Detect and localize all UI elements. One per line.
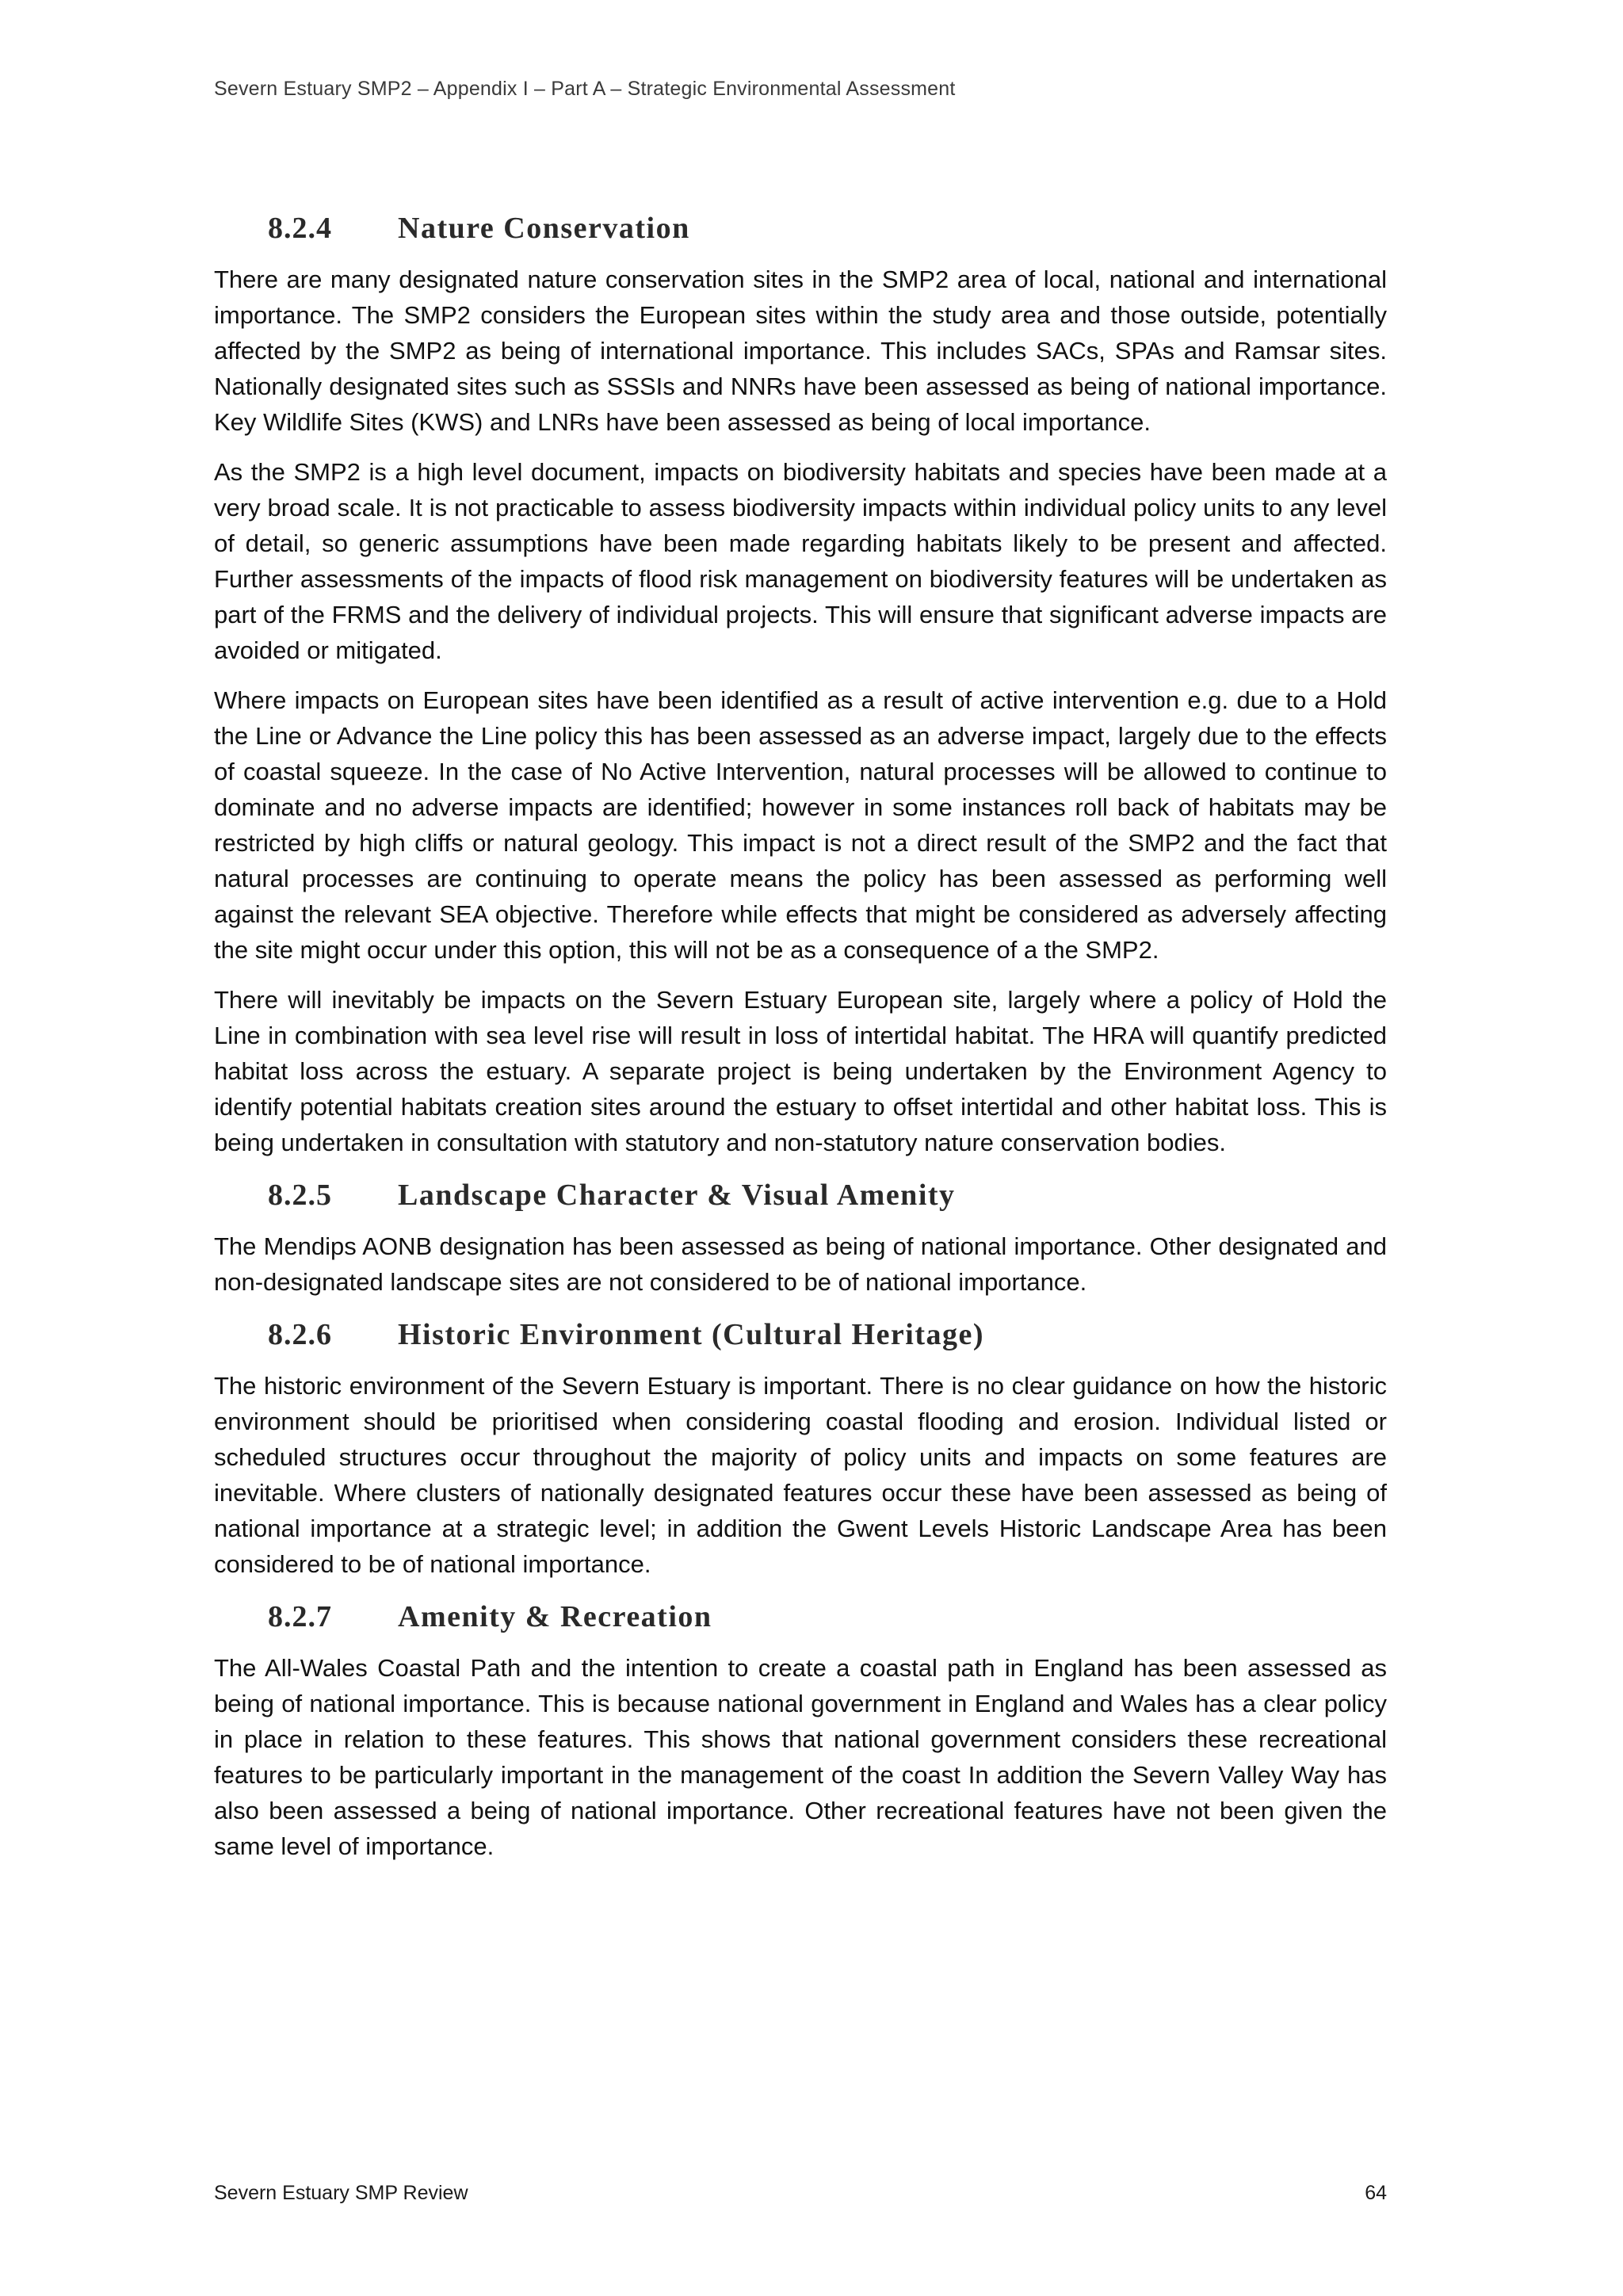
paragraph: The All-Wales Coastal Path and the intention to create a coastal path in England has been assessed as being of national importance. This is because national government in England and Wales has a clear policy in place in relation to these features. This shows that national government considers these recreational features to be particularly important in the management of the coast In addition the Severn Valley Way has also been assessed a being of national importance. Other recreational features have not been given the same level of importance. [214, 1654, 1387, 1860]
section-heading [214, 208, 1387, 249]
paragraph: The Mendips AONB designation has been assessed as being of national importance. Other designated and non-designated landscape sites are not considered to be of national importance. [214, 1232, 1387, 1296]
section-number: 8.2.4 [268, 212, 332, 245]
section-title: Landscape Character & Visual Amenity [398, 1179, 956, 1212]
running-header: Severn Estuary SMP2 – Appendix I – Part A – Strategic Environmental Assessment [214, 78, 956, 100]
document-body [214, 208, 1387, 1878]
paragraph: There are many designated nature conservation sites in the SMP2 area of local, national and international importance. The SMP2 considers the European sites within the study area and those outside, potentially affected by the SMP2 as being of international importance. This includes SACs, SPAs and Ramsar sites. Nationally designated sites such as SSSIs and NNRs have been assessed as being of national importance. Key Wildlife Sites (KWS) and LNRs have been assessed as being of local importance. [214, 266, 1387, 436]
section-number: 8.2.5 [268, 1179, 332, 1212]
running-footer [214, 2182, 1387, 2205]
section-heading [214, 1596, 1387, 1637]
section-heading [214, 1175, 1387, 1216]
section-historic-environment [214, 1314, 1387, 1582]
section-title: Nature Conservation [398, 212, 690, 245]
page-number: 64 [1365, 2182, 1387, 2204]
section-heading [214, 1314, 1387, 1355]
section-title: Historic Environment (Cultural Heritage) [398, 1318, 985, 1351]
section-number: 8.2.7 [268, 1600, 332, 1633]
paragraph: As the SMP2 is a high level document, impacts on biodiversity habitats and species have been made at a very broad scale. It is not practicable to assess biodiversity impacts within individual policy units to any level of detail, so generic assumptions have been made regarding habitats likely to be present and affected. Further assessments of the impacts of flood risk management on biodiversity features will be undertaken as part of the FRMS and the delivery of individual projects. This will ensure that significant adverse impacts are avoided or mitigated. [214, 458, 1387, 664]
footer-title: Severn Estuary SMP Review [214, 2182, 468, 2204]
section-landscape-character [214, 1175, 1387, 1300]
section-number: 8.2.6 [268, 1318, 332, 1351]
section-title: Amenity & Recreation [398, 1600, 712, 1633]
section-amenity-recreation [214, 1596, 1387, 1864]
paragraph: There will inevitably be impacts on the Severn Estuary European site, largely where a policy of Hold the Line in combination with sea level rise will result in loss of intertidal habitat. The HRA will quantify predicted habitat loss across the estuary. A separate project is being undertaken by the Environment Agency to identify potential habitats creation sites around the estuary to offset intertidal and other habitat loss. This is being undertaken in consultation with statutory and non-statutory nature conservation bodies. [214, 986, 1387, 1156]
paragraph: Where impacts on European sites have been identified as a result of active intervention e.g. due to a Hold the Line or Advance the Line policy this has been assessed as an adverse impact, largely due to the effects of coastal squeeze. In the case of No Active Intervention, natural processes will be allowed to continue to dominate and no adverse impacts are identified; however in some instances roll back of habitats may be restricted by high cliffs or natural geology. This impact is not a direct result of the SMP2 and the fact that natural processes are continuing to operate means the policy has been assessed as performing well against the relevant SEA objective. Therefore while effects that might be considered as adversely affecting the site might occur under this option, this will not be as a consequence of a the SMP2. [214, 686, 1387, 964]
paragraph: The historic environment of the Severn Estuary is important. There is no clear guidance on how the historic environment should be prioritised when considering coastal flooding and erosion. Individual listed or scheduled structures occur throughout the majority of policy units and impacts on some features are inevitable. Where clusters of nationally designated features occur these have been assessed as being of national importance at a strategic level; in addition the Gwent Levels Historic Landscape Area has been considered to be of national importance. [214, 1372, 1387, 1578]
section-nature-conservation [214, 208, 1387, 1160]
